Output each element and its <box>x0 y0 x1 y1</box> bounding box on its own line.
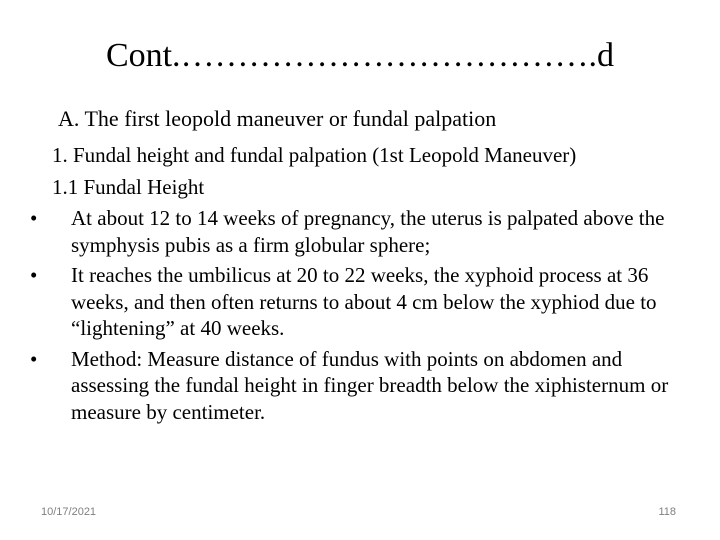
footer-date: 10/17/2021 <box>41 506 97 518</box>
bullet-item-1 <box>30 205 692 258</box>
bullet-item-3 <box>30 346 692 426</box>
slide-subheading: A. The first leopold maneuver or fundal palpation <box>58 106 497 131</box>
bullet-icon: • <box>30 263 38 287</box>
body-line-2: 1.1 Fundal Height <box>52 174 205 199</box>
bullet-icon: • <box>30 206 38 230</box>
bullet-text-1: At about 12 to 14 weeks of pregnancy, the uterus is palpated above the symphysis pubis as a firm globular sphere; <box>71 206 665 257</box>
slide-body <box>30 142 692 429</box>
body-line-1: 1. Fundal height and fundal palpation (1st Leopold Maneuver) <box>52 143 577 167</box>
slide-title: Cont.……………………………….d <box>105 37 615 74</box>
footer-page-number: 118 <box>658 506 676 518</box>
bullet-text-2: It reaches the umbilicus at 20 to 22 weeks, the xyphoid process at 36 weeks, and then often returns to about 4 cm below the xyphiod due to “lightening” at 40 weeks. <box>71 263 657 340</box>
bullet-text-3: Method: Measure distance of fundus with points on abdomen and assessing the fundal height in finger breadth below the xiphisternum or measure by centimeter. <box>71 346 669 424</box>
bullet-item-2 <box>30 262 692 342</box>
bullet-icon: • <box>30 346 38 371</box>
